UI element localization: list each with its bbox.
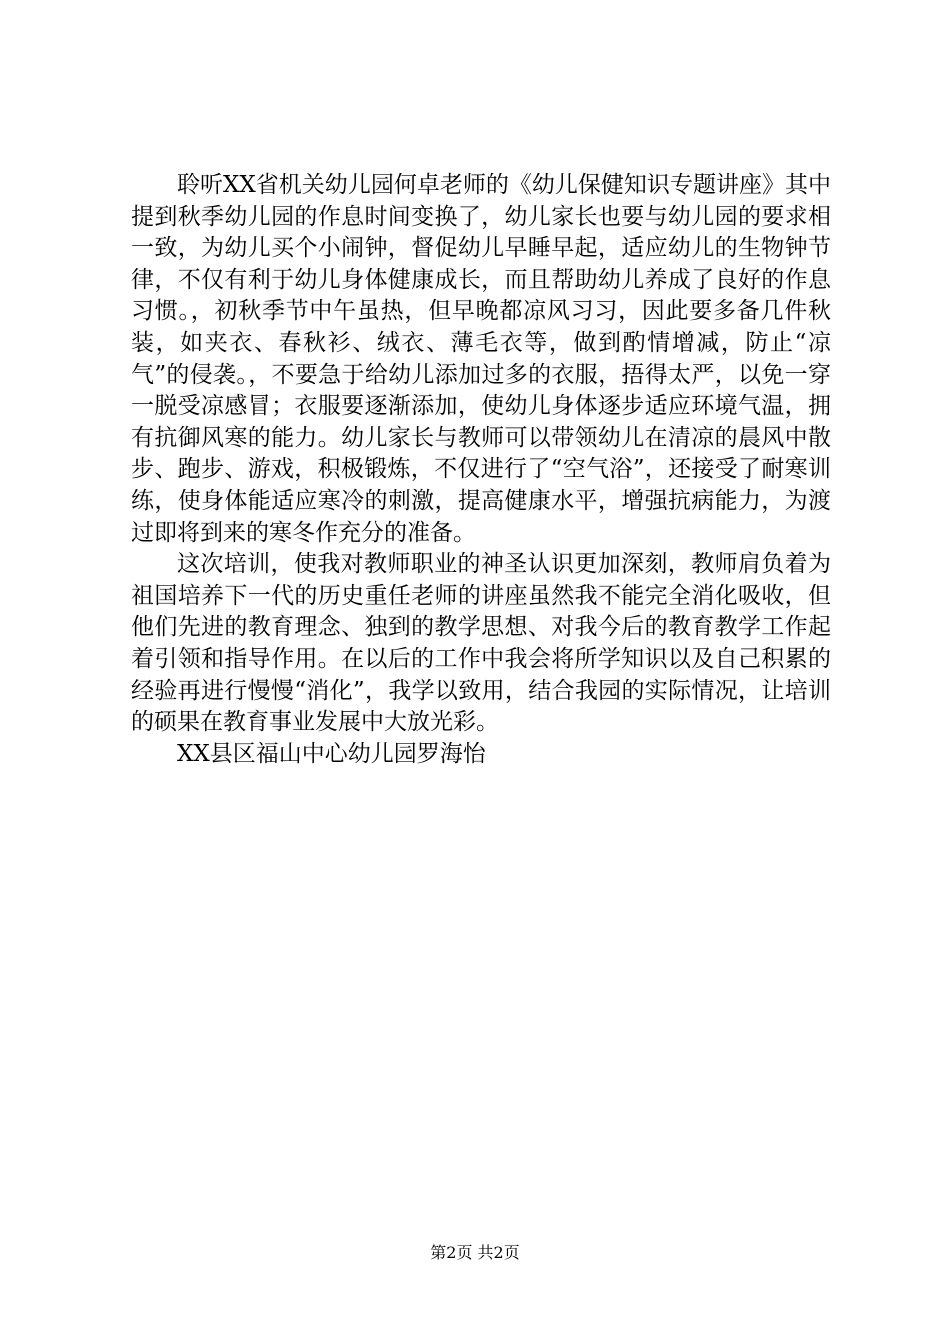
- paragraph-lecture-summary: 聆听XX省机关幼儿园何卓老师的《幼儿保健知识专题讲座》其中提到秋季幼儿园的作息时间变换了，幼儿家长也要与幼儿园的要求相一致，为幼儿买个小闹钟，督促幼儿早睡早起，适应幼儿的生物钟节律，不仅有利于幼儿身体健康成长，而且帮助幼儿养成了良好的作息习惯。，初秋季节中午虽热，但早晚都凉风习习，因此要多备几件秋装，如夹衣、春秋衫、绒衣、薄毛衣等，做到酌情增减，防止“凉气”的侵袭。，不要急于给幼儿添加过多的衣服，捂得太严，以免一穿一脱受凉感冒；衣服要逐渐添加，使幼儿身体逐步适应环境气温，拥有抗御风寒的能力。幼儿家长与教师可以带领幼儿在清凉的晨风中散步、跑步、游戏，积极锻炼，不仅进行了“空气浴”，还接受了耐寒训练，使身体能适应寒冷的刺激，提高健康水平，增强抗病能力，为渡过即将到来的寒冬作充分的准备。: [131, 172, 831, 546]
- author-signature: XX县区福山中心幼儿园罗海怡: [177, 740, 486, 767]
- paragraph-training-reflection: 这次培训，使我对教师职业的神圣认识更加深刻，教师肩负着为祖国培养下一代的历史重任老师的讲座虽然我不能完全消化吸收，但他们先进的教育理念、独到的教学思想、对我今后的教育教学工作起着引领和指导作用。在以后的工作中我会将所学知识以及自己积累的经验再进行慢慢“消化”，我学以致用，结合我园的实际情况，让培训的硕果在教育事业发展中大放光彩。: [131, 551, 831, 736]
- page-footer: [0, 1243, 950, 1263]
- document-body: [131, 170, 831, 770]
- page-number-label: 第2页 共2页: [430, 1243, 520, 1262]
